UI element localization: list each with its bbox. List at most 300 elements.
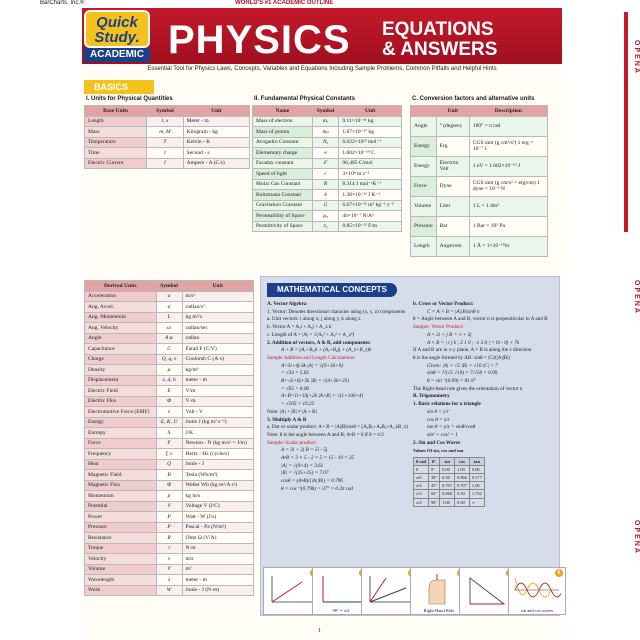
trig-row <box>414 473 485 481</box>
table-cell: 96,485 C/mol <box>339 158 402 169</box>
table-cell: 0.866 <box>455 473 470 481</box>
conversion-row <box>411 136 548 156</box>
table-cell: 0.707 <box>440 482 455 490</box>
table-cell: 1 L = 1 dm³ <box>469 196 547 216</box>
math-line: θ = cos⁻¹(0.796) = 37° = 0.2π rad <box>281 485 354 492</box>
table-cell: 8.314 J mol⁻¹K⁻¹ <box>339 179 402 190</box>
table-cell: τ <box>156 543 182 554</box>
table-cell: 1.00 <box>440 498 455 506</box>
table-cell: Watt - W (J/s) <box>182 512 254 523</box>
table-cell: Mass <box>85 127 147 138</box>
column-header: θ rad <box>414 457 429 465</box>
table-cell: Ampere - A (C/s) <box>183 158 249 169</box>
column-header: Name <box>253 106 313 117</box>
column-header: Unit <box>183 106 249 117</box>
vector-diagram-graphic <box>268 574 316 606</box>
table-cell: 0.707 <box>455 482 470 490</box>
table-cell: 180° = π rad <box>469 116 547 136</box>
table-cell: Entropy <box>85 428 157 439</box>
table-cell: 1.67×10⁻²⁷ kg <box>339 127 402 138</box>
table-cell: Pressure <box>85 522 157 533</box>
math-line: sin θ = y/r <box>427 408 449 415</box>
trig-row <box>414 498 485 506</box>
derived-row <box>85 501 254 512</box>
table-cell: ε₀ <box>312 221 339 232</box>
table-cell: ° (degree) <box>436 116 469 136</box>
math-line: b. Cross or Vector Product: <box>413 301 474 307</box>
derived-row <box>85 354 254 365</box>
table-cell: Time <box>85 148 147 159</box>
constants-title: II. Fundamental Physical Constants <box>254 96 356 102</box>
table-cell: α <box>156 302 182 313</box>
table-cell: N·m <box>182 543 254 554</box>
table-cell: m³ <box>182 564 254 575</box>
table-cell: 0° <box>428 465 439 473</box>
table-cell: meter - m <box>182 375 254 386</box>
math-line: 1. Basic relations for a triangle <box>413 401 481 408</box>
derived-row <box>85 512 254 523</box>
table-cell: C <box>156 344 182 355</box>
table-cell: Bar <box>436 216 469 236</box>
table-cell: Wavelength <box>85 575 157 586</box>
study-sheet <box>82 8 562 638</box>
table-cell: l, x <box>147 116 183 127</box>
table-cell: Capacitance <box>85 344 157 355</box>
math-line: c. Length of A = |A| = √(Aₓ² + Aᵧ² + A_z²) <box>267 331 355 338</box>
table-cell: π/6 <box>414 473 429 481</box>
table-cell: Potential <box>85 501 157 512</box>
math-line: If A and B are in x-y plane, A × B is along the z direction <box>413 347 532 354</box>
table-cell: R <box>312 179 339 190</box>
table-cell: 0.00 <box>455 498 470 506</box>
table-cell: Joule - J (N·m) <box>182 585 254 596</box>
table-cell: Kelvin - K <box>183 137 249 148</box>
conversion-row <box>411 236 548 256</box>
derived-units-column <box>84 280 256 596</box>
math-line: = √34 = 5.83 <box>281 370 310 377</box>
math-line: cosθ = (A•B)/(|A||B|) = 0.796 <box>281 478 343 485</box>
trig-row <box>414 490 485 498</box>
derived-row <box>85 323 254 334</box>
table-cell: 0.866 <box>440 490 455 498</box>
table-cell: Momentum <box>85 491 157 502</box>
conversion-row <box>411 156 548 176</box>
table-cell: Ang. Momentum <box>85 312 157 323</box>
units-row <box>85 116 250 127</box>
outline-slogan: WORLD'S #1 ACADEMIC OUTLINE <box>235 0 334 6</box>
conversion-table <box>410 105 548 257</box>
table-cell: 1.00 <box>469 482 484 490</box>
math-line: θ is the angle formed by AB: sinθ = |C|/(|A||B|) <box>413 354 510 361</box>
table-cell: Mass of proton <box>253 127 313 138</box>
table-cell: 1.732 <box>469 490 484 498</box>
math-line: A + B = (Aₓ+Bₓ)i + (Aᵧ+Bᵧ)j + (A_z+B_z)k <box>281 347 372 354</box>
table-cell: mₚ <box>312 127 339 138</box>
math-line: A•B = 3 × 5 - 2 × 5 = 15 - 10 = 25 <box>281 455 355 462</box>
tagline: Essential Tool for Physics Laws, Concepts, Variables and Equations Including Sample Problems, Common Pitfalls and Helpful Hints <box>147 66 497 72</box>
side-label-mid: OPENA <box>633 280 640 315</box>
table-cell: 0.577 <box>469 473 484 481</box>
table-cell: P <box>156 522 182 533</box>
table-cell: Avogadro Constant <box>253 137 313 148</box>
table-cell: kg m/s <box>182 491 254 502</box>
derived-row <box>85 417 254 428</box>
units-row <box>85 127 250 138</box>
derived-row <box>85 533 254 544</box>
math-line: Note: |A| + |B| ≠ |A + B| <box>267 408 317 415</box>
table-cell: Joule - J <box>182 459 254 470</box>
derived-units-table <box>84 280 254 596</box>
page-number: 1 <box>318 628 321 634</box>
column-header: θ° <box>428 457 439 465</box>
table-cell: radian <box>182 333 254 344</box>
table-cell: kg/m³ <box>182 365 254 376</box>
math-line: Sample: Scalar product: <box>267 439 317 446</box>
table-cell: radian/s² <box>182 302 254 313</box>
column-header: tan <box>469 457 484 465</box>
vector-sum-diagram-graphic <box>366 574 414 606</box>
math-line: θ = Angle between A and B, vector n is perpendicular to A and B <box>413 316 548 323</box>
table-cell: Molar Gas Constant <box>253 179 313 190</box>
math-line: Given: |A| = √5 |B| = √10 |C| = 7 <box>427 362 498 369</box>
sin-table-title: Values Of sin, cos and tan <box>413 448 464 454</box>
trig-row <box>414 465 485 473</box>
header-banner <box>82 8 562 64</box>
table-cell: Erg <box>436 136 469 156</box>
table-cell: Temperature <box>85 137 147 148</box>
math-line: 2. Addition of vectors, A & B, add components: <box>267 339 371 346</box>
table-cell: 90° <box>428 498 439 506</box>
table-cell: Ohm Ω (V/A) <box>182 533 254 544</box>
triangle-diagram-graphic <box>464 574 512 606</box>
table-cell: Force <box>85 438 157 449</box>
math-line: a. Unit vectors: i along x; j along y, k along z <box>267 316 361 323</box>
table-cell: Elementary charge <box>253 148 313 159</box>
constant-row <box>253 200 402 211</box>
table-cell: f, ν <box>156 449 182 460</box>
basics-tab: BASICS <box>84 80 154 94</box>
table-cell: m/s <box>182 554 254 565</box>
units-row <box>85 158 250 169</box>
derived-row <box>85 428 254 439</box>
math-line: tan θ = y/x = sinθ/cosθ <box>427 424 476 431</box>
table-cell: V·m <box>182 396 254 407</box>
derived-row <box>85 491 254 502</box>
table-cell: Tesla (Wb/m²) <box>182 470 254 481</box>
table-cell: θ φ <box>156 333 182 344</box>
table-cell: x, d, h <box>156 375 182 386</box>
table-cell: 30° <box>428 473 439 481</box>
page-subtitle <box>382 20 557 60</box>
math-line: cos θ = x/r <box>427 416 450 423</box>
table-cell: Boltzmann Constant <box>253 190 313 201</box>
table-cell: Resistance <box>85 533 157 544</box>
table-cell: ε <box>156 407 182 418</box>
constant-row <box>253 179 402 190</box>
math-line: A+B=1i+10j+2k |A+B| = √(1+100+4) <box>281 393 364 400</box>
column-header: Unit <box>339 106 402 117</box>
math-line: A × B = | i j k ; 2 1 0 ; -1 3 0 | = 0i - 0j + 7k <box>427 339 520 346</box>
table-cell: F <box>312 158 339 169</box>
table-cell: 1 Bar = 10⁵ Pa <box>469 216 547 236</box>
derived-row <box>85 344 254 355</box>
math-line: A=3i+4j-3k |A| = √(9+16+9) <box>281 362 343 369</box>
table-cell: W <box>156 585 182 596</box>
table-cell: Nₐ <box>312 137 339 148</box>
derived-row <box>85 396 254 407</box>
table-cell: Volume <box>85 564 157 575</box>
logo-text <box>84 10 150 48</box>
derived-row <box>85 291 254 302</box>
table-cell: e <box>312 148 339 159</box>
column-header: Symbol <box>312 106 339 117</box>
table-cell: Farad F (C/V) <box>182 344 254 355</box>
table-cell: Acceleration <box>85 291 157 302</box>
derived-row <box>85 386 254 397</box>
table-cell: Q, q, e <box>156 354 182 365</box>
table-cell: Energy <box>85 417 157 428</box>
conversion-row <box>411 216 548 236</box>
table-cell: Ang. Velocity <box>85 323 157 334</box>
table-cell: Pressure <box>411 216 437 236</box>
table-cell: Electromotive Force (EMF) <box>85 407 157 418</box>
table-cell: λ <box>156 575 182 586</box>
math-line: 1. Vector: Denotes directional character using (x, y, z) components <box>267 308 406 315</box>
table-cell: π/3 <box>414 490 429 498</box>
table-cell: Ang. Accel. <box>85 302 157 313</box>
table-cell: B <box>156 470 182 481</box>
table-cell: Coulomb C (A·s) <box>182 354 254 365</box>
table-cell: Magnetic Field <box>85 470 157 481</box>
derived-row <box>85 470 254 481</box>
math-line: Sample Addition and Length Calculations: <box>267 354 356 361</box>
derived-row <box>85 522 254 533</box>
table-cell: Displacement <box>85 375 157 386</box>
table-cell: Angle <box>411 116 437 136</box>
table-cell: Dyne <box>436 176 469 196</box>
derived-row <box>85 575 254 586</box>
derived-row <box>85 480 254 491</box>
diagram-caption: sin and cos waves <box>520 608 554 613</box>
table-cell: Magnetic Flux <box>85 480 157 491</box>
math-line: a. Dot or scalar product: A • B = |A||B|cosθ = (AₓBₓ+AᵧBᵧ+A_zB_z) <box>267 424 408 431</box>
table-cell: Length <box>411 236 437 256</box>
table-cell: Volt - V <box>182 407 254 418</box>
column-header <box>411 106 437 117</box>
table-cell: V <box>156 564 182 575</box>
table-cell: CGS unit (g cm/s² = erg/cm) 1 dyne = 10⁻⁵ N <box>469 176 547 196</box>
table-cell: R <box>156 533 182 544</box>
table-cell: 1.00 <box>455 465 470 473</box>
side-label-bottom: OPENA <box>633 520 640 555</box>
table-cell: Force <box>411 176 437 196</box>
math-line: Note: θ is the angle between A and B; A•B = 0 if θ = π/2 <box>267 431 384 438</box>
subtitle-line2: & ANSWERS <box>382 39 498 60</box>
math-line: A = 2i + j B = -i + 3j <box>427 331 472 338</box>
math-line: A = 3i + 2j B = 5i - 5j <box>281 447 328 454</box>
column-header: Base Units <box>85 106 147 117</box>
derived-row <box>85 564 254 575</box>
table-cell: mₑ <box>312 116 339 127</box>
math-line: |A| = √(9+4) = 3.61 <box>281 462 324 469</box>
table-cell: 0.50 <box>440 473 455 481</box>
table-cell: ω <box>156 323 182 334</box>
perpendicular-diagram-graphic <box>317 574 365 606</box>
trig-values-table <box>413 457 485 507</box>
column-header: Symbol <box>156 281 182 292</box>
table-cell: S <box>156 428 182 439</box>
table-cell: 1.602×10⁻¹⁹ C <box>339 148 402 159</box>
logo-academic: ACADEMIC <box>84 48 150 62</box>
sine-cosine-waves-diagram-graphic <box>513 574 561 606</box>
constant-row <box>253 158 402 169</box>
table-cell: Kilogram - kg <box>183 127 249 138</box>
table-cell: Voltage V (J/C) <box>182 501 254 512</box>
table-cell: L <box>156 312 182 323</box>
table-cell: radian/sec <box>182 323 254 334</box>
table-cell: Liter <box>436 196 469 216</box>
table-cell: Gravitation Constant <box>253 200 313 211</box>
table-cell: m/s² <box>182 291 254 302</box>
table-cell: Charge <box>85 354 157 365</box>
table-cell: 4π×10⁻⁷ N/A² <box>339 211 402 222</box>
derived-row <box>85 407 254 418</box>
table-cell: Electric Current <box>85 158 147 169</box>
table-cell: G <box>312 200 339 211</box>
table-cell: Electric Field <box>85 386 157 397</box>
math-left-column <box>267 301 409 494</box>
derived-row <box>85 459 254 470</box>
table-cell: 3×10⁸ m s⁻¹ <box>339 169 402 180</box>
side-label-top: OPENA <box>633 40 640 75</box>
table-cell: μ₀ <box>312 211 339 222</box>
derived-row <box>85 375 254 386</box>
column-header: Derived Units <box>85 281 157 292</box>
units-title: I. Units for Physical Quantities <box>86 96 173 102</box>
table-cell: Angle <box>85 333 157 344</box>
math-line: 2. Sin and Cos Waves <box>413 439 461 446</box>
constant-row <box>253 169 402 180</box>
table-cell: Work <box>85 585 157 596</box>
table-cell: Faraday constant <box>253 158 313 169</box>
side-bar-top <box>624 12 628 232</box>
math-line: The Right-hand rule gives the orientation of vector n <box>413 385 523 392</box>
page-title: PHYSICS <box>168 18 351 62</box>
table-cell: p <box>156 491 182 502</box>
constant-row <box>253 116 402 127</box>
logo-line1: Quick <box>96 14 138 31</box>
table-cell: 1 eV = 1.602×10⁻¹⁹ J <box>469 156 547 176</box>
table-cell: V/m <box>182 386 254 397</box>
math-line: b. Vector A = Aₓi + Aᵧj + A_z k <box>267 324 332 331</box>
table-cell: π/2 <box>414 498 429 506</box>
right-hand-rule-diagram-graphic <box>415 574 463 606</box>
table-cell: v <box>156 554 182 565</box>
table-cell: ∞ <box>469 498 484 506</box>
table-cell: 45° <box>428 482 439 490</box>
constants-table <box>252 105 402 232</box>
math-right-column <box>413 301 555 507</box>
table-cell: 0.50 <box>455 490 470 498</box>
subtitle-line1: EQUATIONS <box>382 19 494 40</box>
math-line: sinθ = 7/(√5 √10) = 7/√50 = 0.99 <box>427 370 498 377</box>
math-concepts-panel <box>260 276 560 616</box>
column-header: Symbol <box>147 106 183 117</box>
table-cell: F <box>156 438 182 449</box>
quickstudy-logo <box>84 10 150 62</box>
math-line: C = A × B = |A||B|sinθ n <box>427 308 480 315</box>
table-cell: m, M <box>147 127 183 138</box>
table-cell: Newton - N (kg m/s² = J/m) <box>182 438 254 449</box>
table-cell: Mass of electron <box>253 116 313 127</box>
column-header: Unit <box>436 106 469 117</box>
math-line: B. Trigonometry <box>413 393 450 400</box>
table-cell: CGS unit (g cm²/s²) 1 erg = 10⁻⁷ J <box>469 136 547 156</box>
table-cell: Power <box>85 512 157 523</box>
math-line: = √65 = 8.06 <box>281 385 310 392</box>
table-cell: 6.022×10²³ mol⁻¹ <box>339 137 402 148</box>
top-strip <box>40 0 600 8</box>
table-cell: E, K, U <box>156 417 182 428</box>
table-cell: Joule J (kg m² s⁻²) <box>182 417 254 428</box>
derived-row <box>85 449 254 460</box>
table-cell: Φ <box>156 480 182 491</box>
table-cell: ρ <box>156 365 182 376</box>
table-cell: Meter - m <box>183 116 249 127</box>
table-cell: Speed of light <box>253 169 313 180</box>
derived-row <box>85 333 254 344</box>
trig-row <box>414 482 485 490</box>
derived-row <box>85 438 254 449</box>
units-row <box>85 148 250 159</box>
table-cell: Electron Volt <box>436 156 469 176</box>
constant-row <box>253 127 402 138</box>
table-cell: J/K <box>182 428 254 439</box>
table-cell: π/4 <box>414 482 429 490</box>
table-cell: Permeability of Space <box>253 211 313 222</box>
conversion-row <box>411 176 548 196</box>
table-cell: Length <box>85 116 147 127</box>
constant-row <box>253 211 402 222</box>
table-cell: kg m²/s <box>182 312 254 323</box>
column-header: Unit <box>182 281 254 292</box>
sine-cosine-waves-diagram <box>508 567 566 615</box>
conversion-row <box>411 116 548 136</box>
table-cell: T <box>147 137 183 148</box>
math-line: A. Vector Algebra <box>267 301 307 307</box>
table-cell: c <box>312 169 339 180</box>
table-cell: Torque <box>85 543 157 554</box>
table-cell: Energy <box>411 156 437 176</box>
table-cell: 60° <box>428 490 439 498</box>
derived-row <box>85 302 254 313</box>
publisher-mark: BarCharts, Inc.® <box>40 0 85 6</box>
column-header: Description <box>469 106 547 117</box>
table-cell: 0.00 <box>469 465 484 473</box>
column-header: cos <box>455 457 470 465</box>
derived-row <box>85 554 254 565</box>
math-title: MATHEMATICAL CONCEPTS <box>267 283 397 297</box>
diagram-strip <box>261 567 559 615</box>
math-line: Sample: Vector Product: <box>413 324 464 331</box>
table-cell: Φ <box>156 396 182 407</box>
diagram-caption: Right-Hand Rule <box>423 608 455 613</box>
table-cell: Energy <box>411 136 437 156</box>
table-cell: Frequency <box>85 449 157 460</box>
derived-row <box>85 543 254 554</box>
derived-row <box>85 312 254 323</box>
math-line: B=-2i+6j+5k |B| = √(4+36+25) <box>281 378 350 385</box>
